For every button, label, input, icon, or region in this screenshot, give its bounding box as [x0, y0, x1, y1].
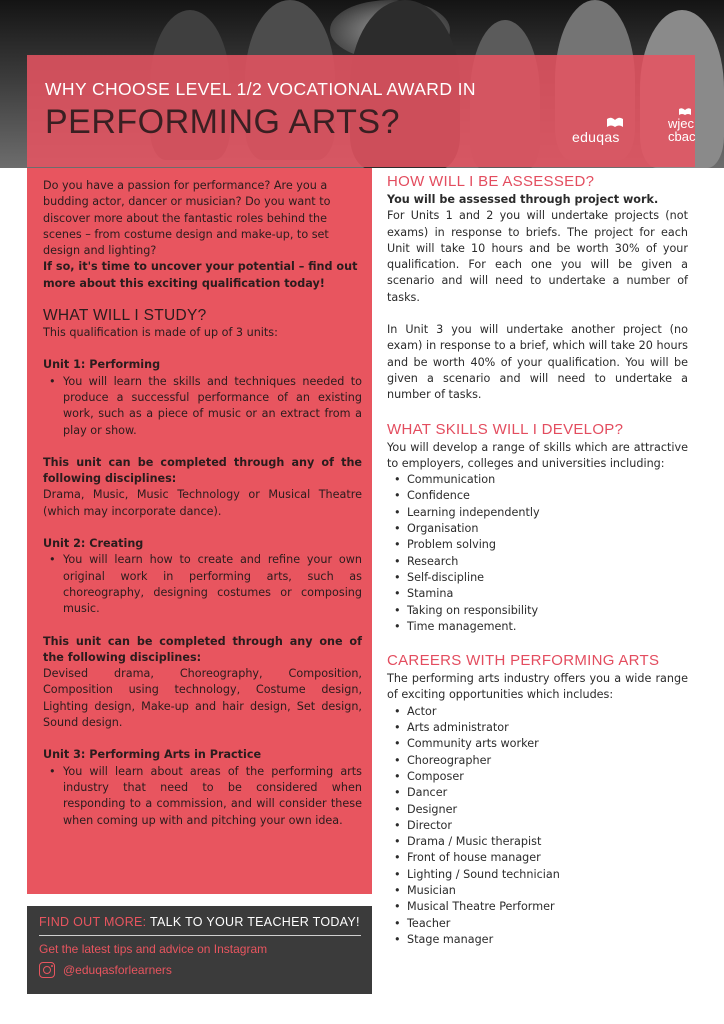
- study-lead: This qualification is made of up of 3 units:: [43, 326, 278, 340]
- assessed-heading: HOW WILL I BE ASSESSED?: [387, 173, 595, 190]
- instagram-handle[interactable]: @eduqasforlearners: [63, 963, 172, 977]
- list-item: • Designer: [407, 802, 688, 818]
- list-item: • Musician: [407, 883, 688, 899]
- unit-3-list: [43, 764, 362, 829]
- list-item: • Arts administrator: [407, 720, 688, 736]
- unit-1-list: [43, 374, 362, 439]
- assessed-para-1: For Units 1 and 2 you will undertake projects (not exams) in response to briefs. The project for each Unit will take 10 hours and be worth 30% of your qualification. For each one you will be given a scenario and will need to undertake a number of tasks.: [387, 209, 688, 304]
- list-item: • Actor: [407, 704, 688, 720]
- unit-1-bullet: • You will learn the skills and techniques needed to produce a successful performance of an existing work, such as a piece of music or an extract from a play or show.: [63, 374, 362, 439]
- info-column: [387, 172, 688, 948]
- list-item: • Composer: [407, 769, 688, 785]
- intro-bold: If so, it's time to uncover your potential – find out more about this exciting qualification today!: [43, 260, 358, 290]
- unit-3-bullet: • You will learn about areas of the performing arts industry that need to be considered when responding to a commission, and will consider these when coming up with and pitching your own idea.: [63, 764, 362, 829]
- footer-box: [27, 906, 372, 994]
- cbac-logo-text: cbac: [668, 129, 696, 144]
- skills-heading: WHAT SKILLS WILL I DEVELOP?: [387, 420, 624, 438]
- list-item: • Self-discipline: [407, 570, 688, 586]
- find-out-more-text: TALK TO YOUR TEACHER TODAY!: [150, 915, 360, 929]
- study-heading: WHAT WILL I STUDY?: [43, 307, 207, 325]
- instagram-link[interactable]: [39, 962, 360, 978]
- study-panel: [27, 168, 372, 894]
- skills-list: [387, 472, 688, 635]
- instagram-tips: Get the latest tips and advice on Instagram: [39, 942, 268, 956]
- careers-heading: CAREERS WITH PERFORMING ARTS: [387, 652, 660, 670]
- list-item: • Problem solving: [407, 537, 688, 553]
- unit-2-list: [43, 552, 362, 617]
- list-item: • Lighting / Sound technician: [407, 867, 688, 883]
- list-item: • Director: [407, 818, 688, 834]
- find-out-more: [39, 915, 360, 929]
- list-item: • Taking on responsibility: [407, 603, 688, 619]
- footer-divider: [39, 935, 361, 936]
- unit-2-disciplines: Devised drama, Choreography, Composition, Composition using technology, Costume design, Lighting design, Make-up and hair design, Set design, Sound design.: [43, 667, 362, 730]
- careers-lead: The performing arts industry offers you a wide range of exciting opportunities which includes:: [387, 672, 688, 702]
- list-item: • Time management.: [407, 619, 688, 635]
- unit-2-bullet: • You will learn how to create and refine your own original work in performing arts, such as choreography, designing costumes or composing music.: [63, 552, 362, 617]
- list-item: • Drama / Music therapist: [407, 834, 688, 850]
- unit-3-title: Unit 3: Performing Arts in Practice: [43, 748, 262, 762]
- logos: [572, 115, 702, 159]
- wjec-book-icon: [678, 107, 692, 116]
- skills-lead: You will develop a range of skills which are attractive to employers, colleges and universities including:: [387, 440, 688, 470]
- intro-text: Do you have a passion for performance? Are you a budding actor, dancer or musician? Do you want to discover more about the fantastic roles behind the scenes – from costume design and make-up, to set design and lighting?: [43, 179, 331, 258]
- list-item: • Musical Theatre Performer: [407, 899, 688, 915]
- assessed-para-2: In Unit 3 you will undertake another project (no exam) in response to a brief, which will take 20 hours and be worth 40% of your qualification. You will be given a scenario and will need to undertake a number of tasks.: [387, 323, 688, 402]
- eduqas-logo: [572, 129, 620, 145]
- unit-2-title: Unit 2: Creating: [43, 537, 144, 551]
- list-item: • Confidence: [407, 488, 688, 504]
- careers-list: [387, 704, 688, 948]
- list-item: • Organisation: [407, 521, 688, 537]
- wjec-logo-text: wjec: [668, 116, 695, 131]
- unit-2-disciplines-heading: This unit can be completed through any one of the following disciplines:: [43, 634, 362, 664]
- eduqas-book-icon: [606, 116, 624, 128]
- unit-1-disciplines: Drama, Music, Music Technology or Musical Theatre (which may incorporate dance).: [43, 488, 362, 518]
- list-item: • Front of house manager: [407, 850, 688, 866]
- title-banner: [27, 55, 695, 167]
- list-item: • Dancer: [407, 785, 688, 801]
- wjec-logo: [668, 117, 695, 143]
- list-item: • Communication: [407, 472, 688, 488]
- list-item: • Stamina: [407, 586, 688, 602]
- unit-1-title: Unit 1: Performing: [43, 358, 161, 372]
- list-item: • Research: [407, 554, 688, 570]
- list-item: • Community arts worker: [407, 736, 688, 752]
- instagram-icon: [39, 962, 55, 978]
- list-item: • Learning independently: [407, 505, 688, 521]
- page-kicker: WHY CHOOSE LEVEL 1/2 VOCATIONAL AWARD IN: [45, 79, 476, 99]
- unit-1-disciplines-heading: This unit can be completed through any of the following disciplines:: [43, 455, 362, 486]
- list-item: • Stage manager: [407, 932, 688, 948]
- find-out-more-label: FIND OUT MORE:: [39, 915, 147, 929]
- list-item: • Teacher: [407, 916, 688, 932]
- eduqas-logo-text: eduqas: [572, 129, 620, 145]
- assessed-bold: You will be assessed through project work.: [387, 193, 659, 206]
- page-title: PERFORMING ARTS?: [45, 103, 400, 141]
- list-item: • Choreographer: [407, 753, 688, 769]
